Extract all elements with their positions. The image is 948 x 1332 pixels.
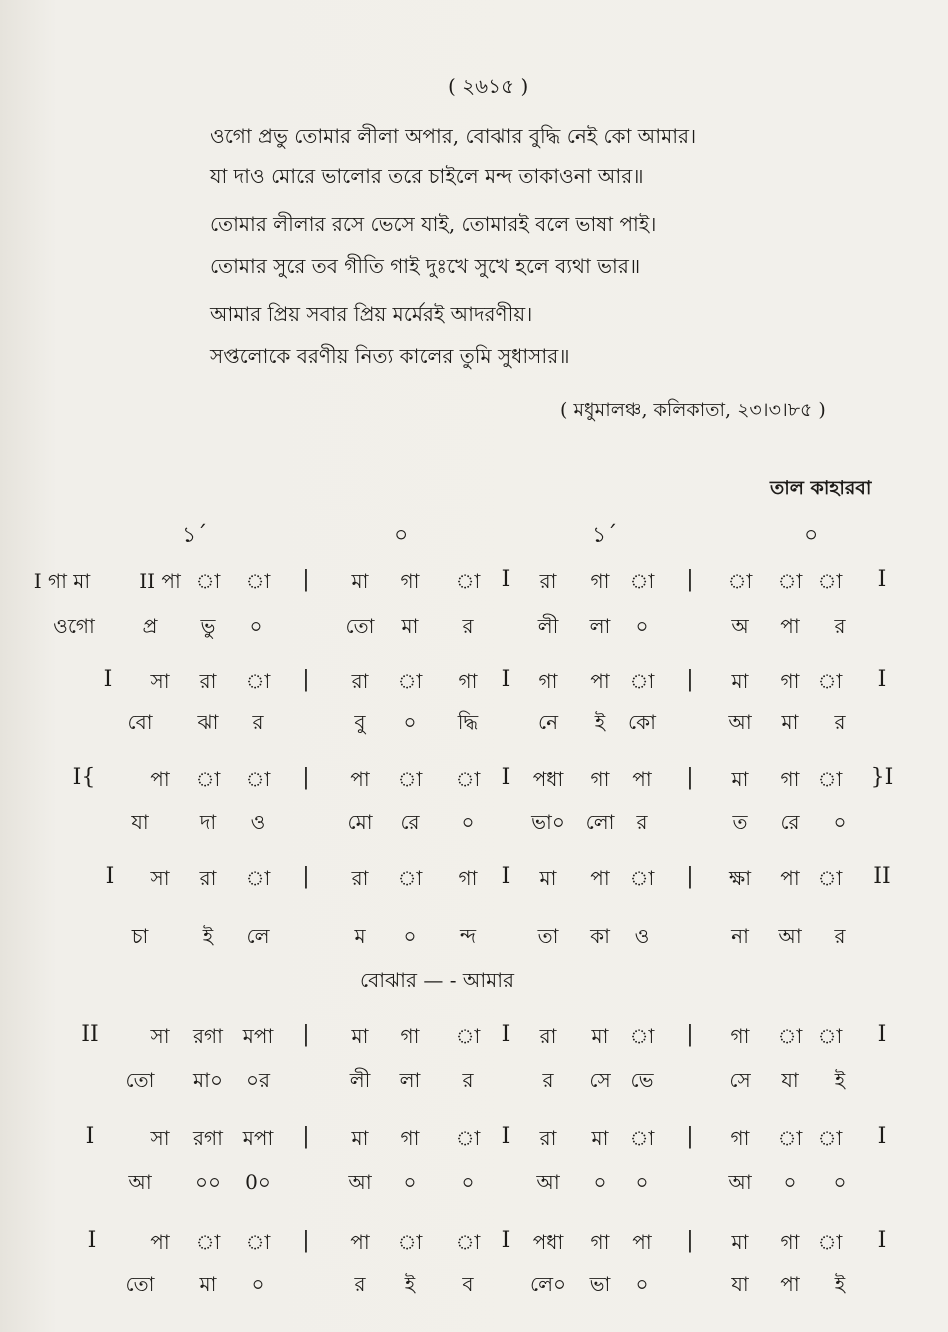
swara-note: া — [245, 1230, 271, 1254]
lyric-syllable: ভে — [630, 1068, 654, 1092]
bar-line: I — [877, 567, 887, 592]
bar-line: I — [103, 667, 113, 692]
bar-line: I — [501, 1228, 511, 1253]
lyric-syllable: ০ — [833, 1170, 847, 1194]
lyric-syllable: ০ — [251, 1272, 265, 1296]
swara-note: া — [397, 1230, 423, 1254]
repeat-caption: বোঝার — - আমার — [360, 968, 515, 992]
swara-note: গা — [458, 866, 478, 890]
bar-line: | — [686, 1124, 694, 1149]
lyric-syllable: ই — [834, 1068, 846, 1092]
swara-note: া — [455, 1024, 481, 1048]
lyric-syllable: লা — [399, 1068, 421, 1092]
lyric-syllable: ০ — [635, 614, 649, 638]
swara-note: পা — [632, 767, 652, 791]
swara-note: রা — [199, 866, 217, 890]
bar-line: | — [686, 765, 694, 790]
swara-note: া — [195, 569, 221, 593]
swara-note: গা — [400, 1024, 420, 1048]
swara-note: া — [397, 669, 423, 693]
lyric-syllable: ও — [250, 810, 266, 834]
swara-note: া — [777, 569, 803, 593]
lyric-syllable: মো — [347, 810, 373, 834]
bar-line: I — [105, 864, 115, 889]
lyric-syllable: লে — [246, 924, 270, 948]
lyric-syllable: ম — [354, 924, 366, 948]
bar-line: I — [501, 1124, 511, 1149]
lyric-syllable: দা — [199, 810, 217, 834]
swara-note: া — [777, 1126, 803, 1150]
swara-note: া — [245, 569, 271, 593]
swara-note: মা — [591, 1024, 609, 1048]
lyric-syllable: অ — [731, 614, 749, 638]
lyric-line: তোমার লীলার রসে ভেসে যাই, তোমারই বলে ভাষা পাই। — [210, 212, 657, 236]
lyric-syllable: 0০ — [245, 1170, 271, 1194]
lyric-syllable: র — [542, 1068, 554, 1092]
lyric-syllable: র — [354, 1272, 366, 1296]
lyric-line: আমার প্রিয় সবার প্রিয় মর্মেরই আদরণীয়। — [210, 302, 533, 326]
lyric-syllable: ০ — [833, 810, 847, 834]
bar-line: | — [302, 1022, 310, 1047]
lyric-syllable: আ — [128, 1170, 152, 1194]
lyric-syllable: পা — [780, 1272, 800, 1296]
lyric-line: সপ্তলোকে বরণীয় নিত্য কালের তুমি সুধাসার॥ — [210, 344, 570, 368]
swara-note: পা — [590, 866, 610, 890]
lyric-syllable: ০ — [403, 924, 417, 948]
lyric-syllable: তো — [125, 1068, 155, 1092]
lyric-syllable: র — [462, 1068, 474, 1092]
lyric-syllable: বো — [127, 710, 153, 734]
lyric-syllable: আ — [348, 1170, 372, 1194]
lyric-syllable: রে — [400, 810, 420, 834]
bar-line: | — [686, 567, 694, 592]
swara-note: া — [817, 669, 843, 693]
lyric-syllable: লা — [589, 614, 611, 638]
beat-mark: ০ — [804, 523, 819, 548]
lyric-syllable: র — [834, 710, 846, 734]
swara-note: পা — [350, 767, 370, 791]
lyric-syllable: র — [252, 710, 264, 734]
swara-note: া — [195, 767, 221, 791]
swara-note: পা — [590, 669, 610, 693]
lyric-syllable: না — [731, 924, 749, 948]
swara-note: া — [629, 569, 655, 593]
lyric-syllable: ০ — [635, 1170, 649, 1194]
lyric-syllable: চা — [131, 924, 149, 948]
swara-note: পধা — [532, 1230, 564, 1254]
swara-note: I গা মা — [33, 569, 91, 593]
bar-line: I — [85, 1124, 95, 1149]
lyric-syllable: ০ — [635, 1272, 649, 1296]
swara-note: া — [817, 767, 843, 791]
lyric-syllable: প্র — [142, 614, 158, 638]
lyric-syllable: তো — [345, 614, 375, 638]
swara-note: া — [455, 767, 481, 791]
swara-note: া — [397, 866, 423, 890]
bar-line: I — [501, 1022, 511, 1047]
lyric-syllable: কা — [590, 924, 610, 948]
lyric-syllable: ০০ — [194, 1170, 222, 1194]
swara-note: রা — [351, 669, 369, 693]
bar-line: | — [302, 1124, 310, 1149]
swara-note: া — [817, 1230, 843, 1254]
swara-note: রা — [539, 1024, 557, 1048]
swara-note: গা — [400, 1126, 420, 1150]
source-citation: ( মধুমালঞ্চ, কলিকাতা, ২৩।৩।৮৫ ) — [560, 399, 826, 421]
lyric-syllable: আ — [536, 1170, 560, 1194]
swara-note: সা — [150, 1126, 170, 1150]
lyric-syllable: ওগো — [53, 614, 95, 638]
lyric-syllable: ই — [834, 1272, 846, 1296]
lyric-syllable: র — [636, 810, 648, 834]
lyric-syllable: র — [462, 614, 474, 638]
bar-line: | — [686, 864, 694, 889]
bar-line: I — [501, 765, 511, 790]
lyric-syllable: ই — [404, 1272, 416, 1296]
swara-note: গা — [538, 669, 558, 693]
lyric-syllable: তা — [537, 924, 559, 948]
swara-note: া — [629, 1126, 655, 1150]
swara-note: গা — [780, 1230, 800, 1254]
swara-note: া — [777, 1024, 803, 1048]
swara-note: সা — [150, 1024, 170, 1048]
lyric-syllable: ঝা — [197, 710, 219, 734]
bar-line: | — [686, 1022, 694, 1047]
lyric-syllable: ভা — [589, 1272, 611, 1296]
swara-note: া — [245, 866, 271, 890]
lyric-syllable: মা০ — [193, 1068, 223, 1092]
lyric-syllable: আ — [728, 710, 752, 734]
bar-line: | — [686, 667, 694, 692]
lyric-syllable: যা — [781, 1068, 799, 1092]
lyric-syllable: মা — [401, 614, 419, 638]
swara-note: মা — [731, 1230, 749, 1254]
lyric-syllable: ০র — [245, 1068, 271, 1092]
bar-line: | — [302, 667, 310, 692]
swara-note: মা — [731, 669, 749, 693]
lyric-syllable: সে — [729, 1068, 751, 1092]
swara-note: রগা — [193, 1126, 223, 1150]
swara-note: া — [629, 669, 655, 693]
swara-note: মা — [351, 569, 369, 593]
lyric-syllable: ০ — [461, 1170, 475, 1194]
swara-note: পধা — [532, 767, 564, 791]
lyric-syllable: কো — [628, 710, 656, 734]
bar-line: | — [686, 1228, 694, 1253]
swara-note: গা — [780, 669, 800, 693]
lyric-syllable: ০ — [783, 1170, 797, 1194]
lyric-syllable: ০ — [403, 1170, 417, 1194]
lyric-syllable: মা — [199, 1272, 217, 1296]
swara-note: া — [455, 569, 481, 593]
lyric-line: ওগো প্রভু তোমার লীলা অপার, বোঝার বুদ্ধি নেই কো আমার। — [210, 124, 697, 148]
swara-note: মপা — [242, 1024, 274, 1048]
bar-line: I — [501, 667, 511, 692]
swara-note: া — [397, 767, 423, 791]
lyric-syllable: ব — [462, 1272, 474, 1296]
lyric-syllable: র — [834, 614, 846, 638]
swara-note: গা — [400, 569, 420, 593]
lyric-syllable: রে — [780, 810, 800, 834]
swara-note: গা — [458, 669, 478, 693]
swara-note: মা — [591, 1126, 609, 1150]
lyric-syllable: লে০ — [529, 1272, 567, 1296]
beat-mark: ০ — [394, 523, 409, 548]
bar-line: II — [81, 1022, 99, 1047]
swara-note: া — [195, 1230, 221, 1254]
bar-line: I — [877, 1124, 887, 1149]
swara-note: া — [629, 866, 655, 890]
lyric-syllable: ও — [634, 924, 650, 948]
lyric-syllable: নে — [537, 710, 559, 734]
lyric-syllable: পা — [780, 614, 800, 638]
swara-note: গা — [730, 1024, 750, 1048]
swara-note: রা — [539, 1126, 557, 1150]
lyric-syllable: ত — [732, 810, 748, 834]
lyric-syllable: লী — [537, 614, 559, 638]
beat-mark: ১´ — [182, 523, 208, 548]
swara-note: পা — [632, 1230, 652, 1254]
lyric-syllable: তো — [125, 1272, 155, 1296]
bar-line: I — [501, 864, 511, 889]
swara-note: া — [727, 569, 753, 593]
lyric-syllable: ০ — [461, 810, 475, 834]
swara-note: পা — [150, 1230, 170, 1254]
page-number: ( ২৬১৫ ) — [448, 74, 529, 98]
lyric-syllable: আ — [728, 1170, 752, 1194]
swara-note: া — [817, 866, 843, 890]
swara-note: গা — [780, 767, 800, 791]
bar-line: | — [302, 765, 310, 790]
lyric-line: যা দাও মোরে ভালোর তরে চাইলে মন্দ তাকাওনা আর॥ — [210, 164, 644, 188]
swara-note: া — [817, 569, 843, 593]
swara-note: মা — [539, 866, 557, 890]
swara-note: া — [817, 1126, 843, 1150]
lyric-syllable: ই — [202, 924, 214, 948]
lyric-syllable: সে — [589, 1068, 611, 1092]
beat-mark: ১´ — [592, 523, 618, 548]
swara-note: গা — [590, 767, 610, 791]
lyric-syllable: যা — [131, 810, 149, 834]
bar-line: }I — [870, 765, 894, 790]
swara-note: া — [629, 1024, 655, 1048]
swara-note: সা — [150, 866, 170, 890]
swara-note: া — [455, 1126, 481, 1150]
bar-line: I{ — [72, 765, 96, 790]
lyric-syllable: আ — [778, 924, 802, 948]
bar-line: I — [877, 1022, 887, 1047]
bar-line: II — [873, 864, 891, 889]
swara-note: গা — [590, 569, 610, 593]
lyric-syllable: লো — [585, 810, 615, 834]
swara-note: া — [817, 1024, 843, 1048]
lyric-syllable: ০ — [593, 1170, 607, 1194]
bar-line: | — [302, 567, 310, 592]
swara-note: মপা — [242, 1126, 274, 1150]
swara-note: পা — [150, 767, 170, 791]
lyric-syllable: ০ — [249, 614, 263, 638]
swara-note: া — [455, 1230, 481, 1254]
lyric-syllable: ভা০ — [531, 810, 565, 834]
bar-line: | — [302, 1228, 310, 1253]
swara-note: মা — [351, 1024, 369, 1048]
swara-note: সা — [150, 669, 170, 693]
swara-note: রগা — [193, 1024, 223, 1048]
lyric-syllable: ০ — [403, 710, 417, 734]
lyric-syllable: র — [834, 924, 846, 948]
bar-line: I — [501, 567, 511, 592]
swara-note: মা — [731, 767, 749, 791]
swara-note: গা — [730, 1126, 750, 1150]
bar-line: I — [877, 667, 887, 692]
swara-note: গা — [590, 1230, 610, 1254]
lyric-syllable: লী — [349, 1068, 371, 1092]
lyric-syllable: বু — [354, 710, 366, 734]
lyric-syllable: মা — [781, 710, 799, 734]
swara-note: মা — [351, 1126, 369, 1150]
lyric-syllable: দ্ধি — [457, 710, 479, 734]
swara-note: পা — [350, 1230, 370, 1254]
swara-note: রা — [539, 569, 557, 593]
swara-note: II পা — [139, 569, 181, 593]
lyric-syllable: যা — [731, 1272, 749, 1296]
bar-line: I — [877, 1228, 887, 1253]
taal-label: তাল কাহারবা — [770, 477, 872, 499]
swara-note: পা — [780, 866, 800, 890]
swara-note: রা — [199, 669, 217, 693]
swara-note: া — [245, 669, 271, 693]
swara-note: রা — [351, 866, 369, 890]
swara-note: ক্ষা — [728, 866, 752, 890]
lyric-line: তোমার সুরে তব গীতি গাই দুঃখে সুখে হলে ব্যথা ভার॥ — [210, 254, 641, 278]
lyric-syllable: ই — [594, 710, 606, 734]
bar-line: I — [87, 1228, 97, 1253]
bar-line: | — [302, 864, 310, 889]
lyric-syllable: ন্দ — [459, 924, 477, 948]
swara-note: া — [245, 767, 271, 791]
lyric-syllable: ভু — [200, 614, 216, 638]
